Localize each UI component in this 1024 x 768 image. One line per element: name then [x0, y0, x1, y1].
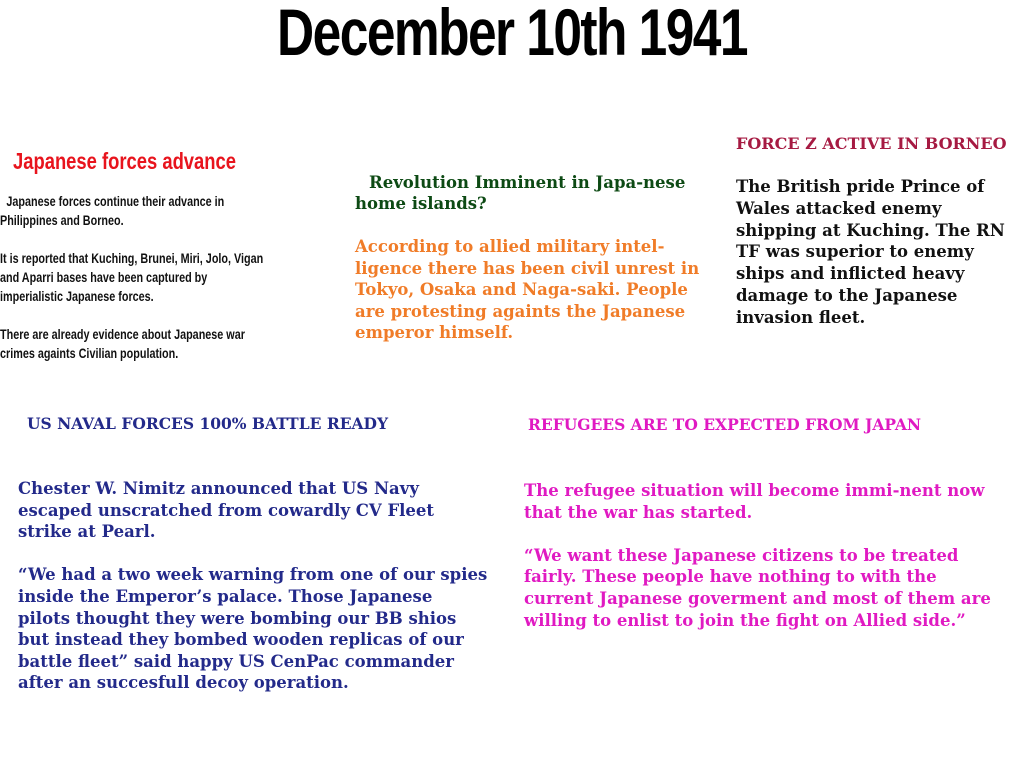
article-revolution-imminent	[355, 172, 721, 344]
article-body: According to allied military intel-ligence there has been civil unrest in Tokyo, Osaka and Naga-saki. People are protesting againts the Japanese emperor himself.	[355, 237, 700, 343]
article-refugees	[524, 414, 1004, 653]
article-title: Revolution Imminent in Japa-nese home islands?	[355, 173, 686, 213]
article-us-naval-forces	[18, 413, 488, 716]
article-body: The British pride Prince of Wales attacked enemy shipping at Kuching. The RN TF was superior to enemy ships and inflicted heavy damage to the Japanese invasion fleet.	[736, 177, 1005, 327]
article-body	[0, 192, 268, 363]
article-paragraph: There are already evidence about Japanese war crimes againts Civilian population.	[0, 327, 245, 361]
article-paragraph: “We want these Japanese citizens to be treated fairly. These people have nothing to with the current Japanese goverment and most of them are willing to enlist to join the fight on Allied side.”	[524, 545, 991, 630]
article-paragraph: “We had a two week warning from one of our spies inside the Emperor’s palace. Those Japanese pilots thought they were bombing our BB shios but instead they bombed wooden replicas of our battle fleet” said happy US CenPac commander after an succesfull decoy operation.	[18, 565, 488, 693]
page-headline: December 10th 1941	[277, 0, 747, 69]
article-title: US NAVAL FORCES 100% BATTLE READY	[27, 414, 389, 433]
article-force-z	[736, 133, 1024, 329]
article-paragraph: The refugee situation will become immi-nent now that the war has started.	[524, 481, 985, 522]
article-paragraph: Chester W. Nimitz announced that US Navy escaped unscratched from cowardly CV Fleet strike at Pearl.	[18, 479, 435, 542]
article-title: REFUGEES ARE TO EXPECTED FROM JAPAN	[528, 415, 922, 434]
article-title: Japanese forces advance	[13, 148, 236, 174]
article-title: FORCE Z ACTIVE IN BORNEO	[736, 134, 1007, 153]
article-body	[18, 478, 488, 694]
article-paragraph: It is reported that Kuching, Brunei, Miri, Jolo, Vigan and Aparri bases have been captured by imperialistic Japanese forces.	[0, 251, 264, 304]
article-body	[524, 480, 1004, 631]
article-japanese-forces-advance	[0, 148, 270, 382]
article-paragraph: Japanese forces continue their advance in Philippines and Borneo.	[0, 194, 225, 228]
